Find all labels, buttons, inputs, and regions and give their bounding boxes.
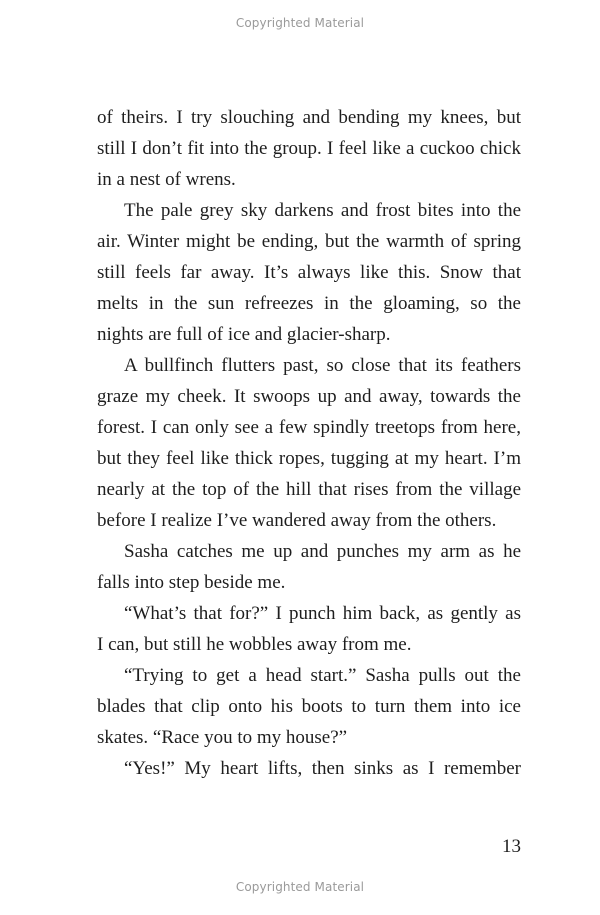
text-line: melts in the sun refreezes in the gloaming, so the — [97, 293, 521, 314]
page-body-text — [97, 102, 521, 784]
text-line: “Trying to get a head start.” Sasha pulls out the — [124, 665, 521, 686]
text-line: Sasha catches me up and punches my arm as he — [124, 541, 521, 562]
text-line: A bullfinch flutters past, so close that its feathers — [124, 355, 521, 376]
text-line: still feels far away. It’s always like this. Snow that — [97, 262, 521, 283]
text-line: The pale grey sky darkens and frost bites into the — [124, 200, 521, 221]
text-line: nights are full of ice and glacier-sharp. — [97, 324, 391, 345]
text-line: nearly at the top of the hill that rises from the village — [97, 479, 521, 500]
text-line: before I realize I’ve wandered away from the others. — [97, 510, 497, 531]
watermark-bottom: Copyrighted Material — [235, 880, 365, 894]
text-line: forest. I can only see a few spindly treetops from here, — [97, 417, 521, 438]
text-line: falls into step beside me. — [97, 572, 286, 593]
page-number: 13 — [502, 836, 521, 857]
text-line: “What’s that for?” I punch him back, as gently as — [124, 603, 521, 624]
text-line: “Yes!” My heart lifts, then sinks as I remember — [124, 758, 521, 779]
text-line: I can, but still he wobbles away from me. — [97, 634, 412, 655]
watermark-top: Copyrighted Material — [235, 16, 365, 30]
text-line: blades that clip onto his boots to turn them into ice — [97, 696, 521, 717]
text-line: air. Winter might be ending, but the warmth of spring — [97, 231, 521, 252]
text-line: skates. “Race you to my house?” — [97, 727, 348, 748]
text-line: still I don’t fit into the group. I feel like a cuckoo chick — [97, 138, 521, 159]
text-line: graze my cheek. It swoops up and away, towards the — [97, 386, 521, 407]
text-line: in a nest of wrens. — [97, 169, 236, 190]
text-line: but they feel like thick ropes, tugging at my heart. I’m — [97, 448, 521, 469]
text-line: of theirs. I try slouching and bending my knees, but — [97, 107, 521, 128]
